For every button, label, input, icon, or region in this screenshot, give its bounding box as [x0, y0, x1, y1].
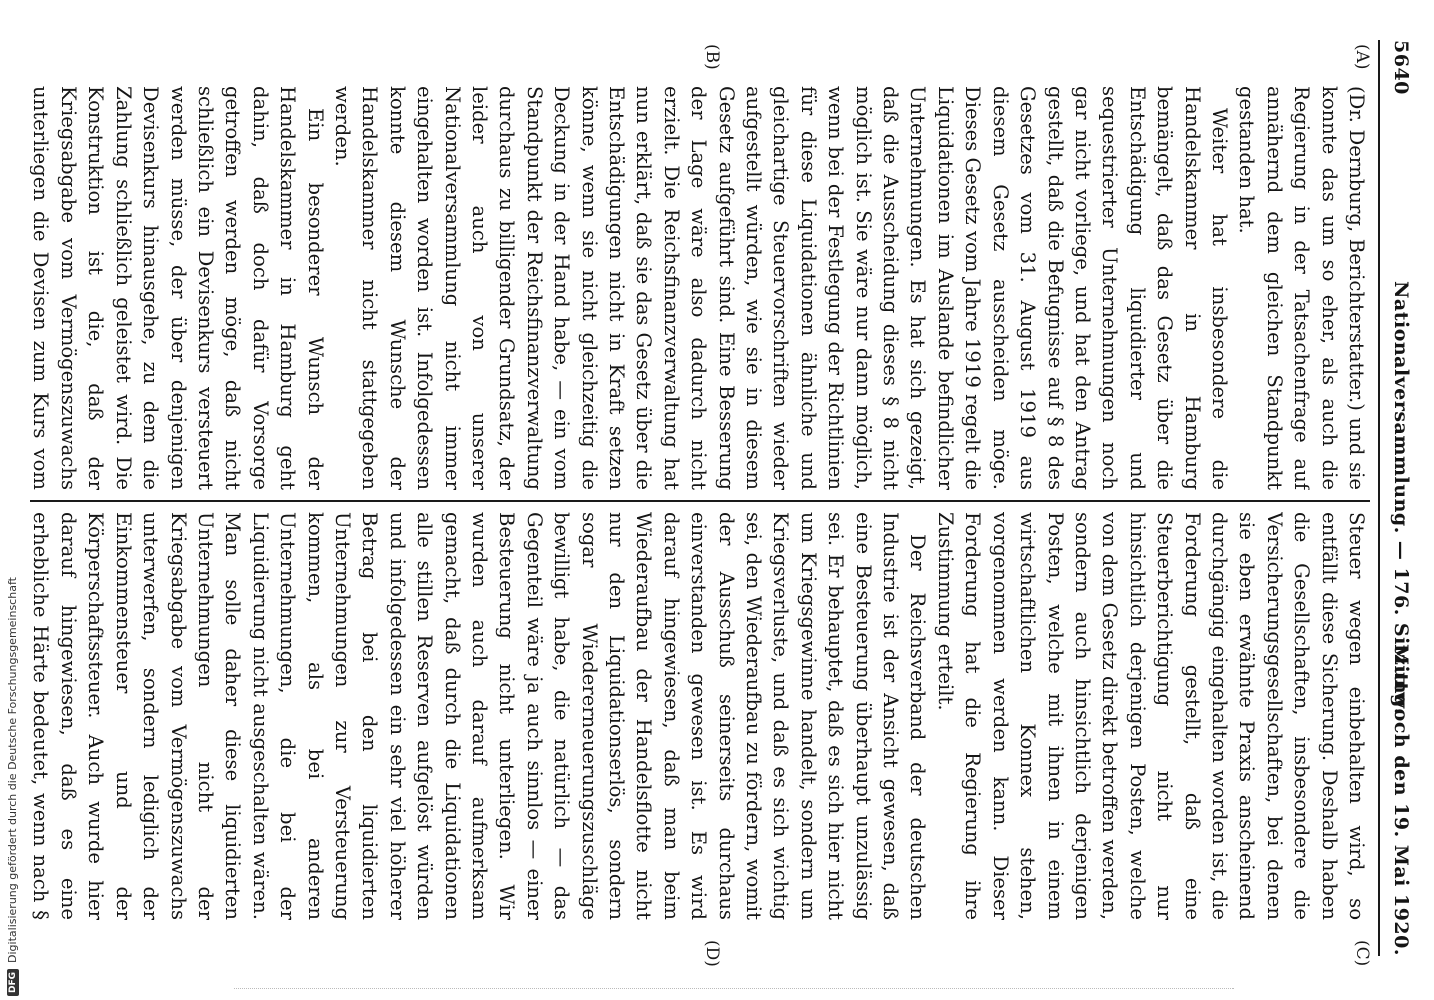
digitization-credit	[4, 577, 22, 996]
margin-marker-d: (D)	[702, 940, 722, 967]
left-column	[30, 86, 1370, 490]
header-title: Nationalversammlung. — 176. Sitzung.	[1390, 281, 1412, 715]
left-paragraph-3: Ein besonderer Wunsch der Handelskammer in Hamburg geht dahin, daß doch dafür Vorsorge getroffen werden möge, daß nicht schließlich ein Devisenkurs versteuert werden müsse, der über denjenigen Devisenkurs hinausgehe, zu dem die Zahlung schließlich geleistet wird. Die Konstruktion ist die, daß der Kriegsabgabe vom Vermögenszuwachs unterliegen die Devisen zum Kurs vom	[30, 86, 327, 490]
page-header	[1378, 40, 1416, 956]
right-column	[30, 512, 1370, 920]
header-date: Mittwoch den 19. Mai 1920.	[1390, 644, 1412, 956]
column-divider	[30, 500, 1370, 502]
right-paragraph-2: Der Reichsverband der deutschen Industrie ist der Ansicht gewesen, daß eine Besteuerung überhaupt unzulässig sei. Er behauptet, daß es sich hier nicht um Kriegsgewinne handelt, sondern um Kriegsverluste, und daß es sich wichtig sei, den Wiederaufbau zu fördern, womit der Ausschuß seinerseits durchaus einverstanden gewesen ist. Es wird darauf hingewiesen, daß man beim Wiederaufbau der Handelsflotte nicht nur den Liquidationserlös, sondern sogar Wiedererneuerungszuschläge bewilligt habe, die natürlich — das Gegenteil wäre ja auch sinnlos — einer Besteuerung nicht unterliegen. Wir wurden auch darauf aufmerksam gemacht, daß durch die Liquidationen alle stillen Reserven aufgelöst würden und infolgedessen ein sehr viel höherer Betrag bei den liquidierten Unternehmungen zur Versteuerung kommen, als bei anderen Unternehmungen, die bei der Liquidierung nicht ausgeschalten wären. Man solle daher diese liquidierten Unternehmungen nicht der Kriegsabgabe vom Vermögenszuwachs unterwerfen, sondern lediglich der Einkommensteuer und der Körperschaftssteuer. Auch wurde hier darauf hingewiesen, daß es eine erhebliche Härte bedeutet, wenn nach §	[30, 512, 930, 920]
margin-dotted-line	[234, 988, 1234, 990]
left-paragraph-2: Weiter hat insbesondere die Handelskammer in Hamburg bemängelt, daß das Gesetz über die Entschädigung liquidierter und sequestrierter Unternehmungen noch gar nicht vorliege, und hat den Antrag gestellt, daß die Befugnisse auf § 8 des Gesetzes vom 31. August 1919 aus diesem Gesetz ausscheiden möge. Dieses Gesetz vom Jahre 1919 regelt die Liquidationen im Auslande befindlicher Unternehmungen. Es hat sich gezeigt, daß die Ausscheidung dieses § 8 nicht möglich ist. Sie wäre nur dann möglich, wenn bei der Festlegung der Richtlinien für diese Liquidationen ähnliche und gleichartige Steuervorschriften wieder aufgestellt würden, wie sie in diesem Gesetz aufgeführt sind. Eine Besserung der Lage wäre also dadurch nicht erzielt. Die Reichsfinanzverwaltung hat nun erklärt, daß sie das Gesetz über die Entschädigungen nicht in Kraft setzen könne, wenn sie nicht gleichzeitig die Deckung in der Hand habe, — ein vom Standpunkt der Reichsfinanzverwaltung durchaus zu billigender Grundsatz, der leider auch von unserer Nationalversammlung nicht immer eingehalten worden ist. Infolgedessen konnte diesem Wunsche der Handelskammer nicht stattgegeben werden.	[330, 86, 1231, 490]
page-number: 5640	[1390, 40, 1412, 95]
right-paragraph-1: Steuer wegen einbehalten wird, so entfällt diese Sicherung. Deshalb haben die Gesellschaften, insbesondere die Versicherungsgesellschaften, bei denen sie eben erwähnte Praxis anscheinend durchgängig eingehalten worden ist, die Forderung gestellt, daß eine Steuerberichtigung nicht nur hinsichtlich derjenigen Posten, welche von dem Gesetz direkt betroffen werden, sondern auch hinsichtlich derjenigen Posten, welche mit ihnen in einem wirtschaftlichen Konnex stehen, vorgenommen werden kann. Dieser Forderung hat die Regierung ihre Zustimmung erteilt.	[933, 512, 1368, 920]
margin-marker-c: (C)	[1352, 940, 1372, 967]
left-paragraph-1: (Dr. Dernburg, Berichterstatter.) und sie konnte das um so eher, als auch die Regierung in der Tatsachenfrage auf annähernd dem gleichen Standpunkt gestanden hat.	[1235, 86, 1368, 490]
digitization-credit-text: Digitalisierung gefördert durch die Deutsche Forschungsgemeinschaft	[6, 577, 19, 963]
margin-marker-b: (B)	[702, 44, 722, 70]
margin-marker-a: (A)	[1352, 44, 1372, 70]
dfg-logo-icon: DFG	[7, 969, 19, 996]
